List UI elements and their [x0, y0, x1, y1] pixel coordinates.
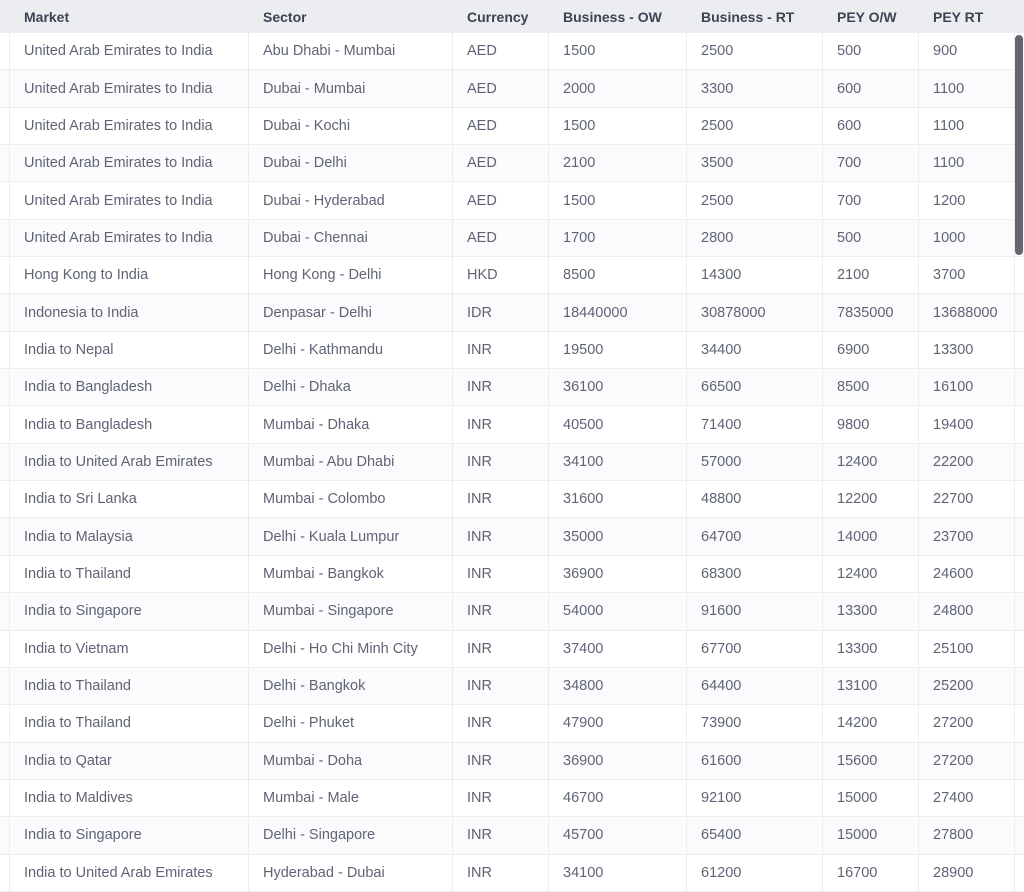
- cell-pey-ow: 12200: [822, 481, 918, 517]
- cell-pey-ow: 15000: [822, 780, 918, 816]
- cell-pey-ow: 13300: [822, 593, 918, 629]
- cell-pey-ow: 700: [822, 182, 918, 218]
- cell-sector: Delhi - Kuala Lumpur: [248, 518, 452, 554]
- column-header-business-rt: Business - RT: [701, 8, 795, 25]
- cell-currency: AED: [452, 33, 548, 69]
- cell-currency: INR: [452, 855, 548, 891]
- cell-business-rt: 61600: [686, 743, 822, 779]
- cell-pey-ow: 16700: [822, 855, 918, 891]
- cell-business-ow: 45700: [548, 817, 686, 853]
- cell-sector: Mumbai - Doha: [248, 743, 452, 779]
- cell-business-ow: 1700: [548, 220, 686, 256]
- cell-business-rt: 91600: [686, 593, 822, 629]
- cell-pey-ow: 14000: [822, 518, 918, 554]
- table-row: [0, 444, 1024, 481]
- column-header-sector: Sector: [263, 8, 307, 25]
- cell-currency: INR: [452, 332, 548, 368]
- table-row: [0, 668, 1024, 705]
- cell-market: India to Vietnam: [9, 631, 248, 667]
- cell-market: United Arab Emirates to India: [9, 182, 248, 218]
- cell-market: United Arab Emirates to India: [9, 145, 248, 181]
- cell-pey-ow: 2100: [822, 257, 918, 293]
- cell-business-rt: 73900: [686, 705, 822, 741]
- cell-sector: Delhi - Singapore: [248, 817, 452, 853]
- cell-business-rt: 64400: [686, 668, 822, 704]
- cell-currency: INR: [452, 817, 548, 853]
- table-row: [0, 817, 1024, 854]
- cell-currency: AED: [452, 108, 548, 144]
- table-row: [0, 743, 1024, 780]
- cell-pey-rt: 13688000: [918, 294, 1015, 330]
- cell-sector: Mumbai - Bangkok: [248, 556, 452, 592]
- cell-pey-ow: 14200: [822, 705, 918, 741]
- cell-business-rt: 2500: [686, 108, 822, 144]
- cell-currency: AED: [452, 220, 548, 256]
- cell-market: India to Singapore: [9, 593, 248, 629]
- cell-business-rt: 66500: [686, 369, 822, 405]
- table-row: [0, 257, 1024, 294]
- cell-market: United Arab Emirates to India: [9, 220, 248, 256]
- cell-business-ow: 1500: [548, 108, 686, 144]
- cell-market: India to Thailand: [9, 556, 248, 592]
- cell-business-rt: 57000: [686, 444, 822, 480]
- cell-pey-ow: 500: [822, 220, 918, 256]
- cell-business-ow: 8500: [548, 257, 686, 293]
- column-header-business-ow: Business - OW: [563, 8, 662, 25]
- cell-pey-rt: 19400: [918, 406, 1015, 442]
- cell-business-ow: 2000: [548, 70, 686, 106]
- cell-pey-rt: 27400: [918, 780, 1015, 816]
- cell-sector: Delhi - Dhaka: [248, 369, 452, 405]
- cell-sector: Mumbai - Abu Dhabi: [248, 444, 452, 480]
- cell-sector: Delhi - Kathmandu: [248, 332, 452, 368]
- table-row: [0, 518, 1024, 555]
- cell-currency: AED: [452, 182, 548, 218]
- table-row: [0, 406, 1024, 443]
- cell-pey-ow: 12400: [822, 556, 918, 592]
- cell-business-ow: 18440000: [548, 294, 686, 330]
- cell-market: India to Nepal: [9, 332, 248, 368]
- cell-pey-rt: 24600: [918, 556, 1015, 592]
- cell-sector: Dubai - Delhi: [248, 145, 452, 181]
- cell-pey-rt: 27200: [918, 743, 1015, 779]
- table-row: [0, 593, 1024, 630]
- cell-pey-ow: 13300: [822, 631, 918, 667]
- table-row: [0, 855, 1024, 892]
- cell-business-rt: 30878000: [686, 294, 822, 330]
- cell-business-ow: 35000: [548, 518, 686, 554]
- cell-pey-rt: 22700: [918, 481, 1015, 517]
- table-body: [0, 33, 1024, 892]
- table-row: [0, 182, 1024, 219]
- cell-pey-ow: 15000: [822, 817, 918, 853]
- table-row: [0, 780, 1024, 817]
- cell-sector: Dubai - Kochi: [248, 108, 452, 144]
- cell-business-rt: 2500: [686, 33, 822, 69]
- table-row: [0, 220, 1024, 257]
- cell-pey-ow: 12400: [822, 444, 918, 480]
- table-row: [0, 145, 1024, 182]
- cell-business-rt: 68300: [686, 556, 822, 592]
- cell-business-ow: 19500: [548, 332, 686, 368]
- cell-sector: Mumbai - Dhaka: [248, 406, 452, 442]
- cell-business-rt: 71400: [686, 406, 822, 442]
- table-row: [0, 631, 1024, 668]
- cell-currency: INR: [452, 556, 548, 592]
- cell-business-rt: 2800: [686, 220, 822, 256]
- cell-sector: Denpasar - Delhi: [248, 294, 452, 330]
- cell-currency: INR: [452, 705, 548, 741]
- cell-business-ow: 2100: [548, 145, 686, 181]
- cell-business-ow: 1500: [548, 33, 686, 69]
- cell-pey-ow: 7835000: [822, 294, 918, 330]
- cell-sector: Dubai - Hyderabad: [248, 182, 452, 218]
- cell-business-ow: 34100: [548, 855, 686, 891]
- table-row: [0, 705, 1024, 742]
- cell-business-ow: 1500: [548, 182, 686, 218]
- cell-business-ow: 36100: [548, 369, 686, 405]
- cell-market: India to Singapore: [9, 817, 248, 853]
- cell-market: India to Bangladesh: [9, 406, 248, 442]
- cell-business-rt: 2500: [686, 182, 822, 218]
- table-row: [0, 332, 1024, 369]
- cell-currency: INR: [452, 593, 548, 629]
- cell-pey-ow: 15600: [822, 743, 918, 779]
- cell-pey-rt: 13300: [918, 332, 1015, 368]
- cell-market: India to Sri Lanka: [9, 481, 248, 517]
- cell-market: United Arab Emirates to India: [9, 33, 248, 69]
- cell-market: United Arab Emirates to India: [9, 70, 248, 106]
- cell-pey-rt: 1100: [918, 145, 1015, 181]
- cell-currency: IDR: [452, 294, 548, 330]
- cell-currency: INR: [452, 481, 548, 517]
- cell-pey-rt: 1200: [918, 182, 1015, 218]
- cell-pey-rt: 25100: [918, 631, 1015, 667]
- cell-business-rt: 14300: [686, 257, 822, 293]
- cell-market: India to Thailand: [9, 705, 248, 741]
- cell-business-ow: 54000: [548, 593, 686, 629]
- table-row: [0, 369, 1024, 406]
- cell-pey-rt: 900: [918, 33, 1015, 69]
- cell-market: India to Malaysia: [9, 518, 248, 554]
- cell-pey-rt: 24800: [918, 593, 1015, 629]
- cell-currency: INR: [452, 406, 548, 442]
- cell-business-ow: 37400: [548, 631, 686, 667]
- cell-pey-rt: 28900: [918, 855, 1015, 891]
- cell-business-ow: 46700: [548, 780, 686, 816]
- cell-sector: Dubai - Mumbai: [248, 70, 452, 106]
- cell-pey-rt: 1100: [918, 70, 1015, 106]
- cell-sector: Mumbai - Male: [248, 780, 452, 816]
- table-row: [0, 481, 1024, 518]
- cell-pey-rt: 3700: [918, 257, 1015, 293]
- cell-market: United Arab Emirates to India: [9, 108, 248, 144]
- cell-business-rt: 34400: [686, 332, 822, 368]
- cell-business-rt: 3300: [686, 70, 822, 106]
- cell-business-rt: 61200: [686, 855, 822, 891]
- cell-sector: Delhi - Bangkok: [248, 668, 452, 704]
- cell-market: Hong Kong to India: [9, 257, 248, 293]
- cell-business-rt: 48800: [686, 481, 822, 517]
- cell-sector: Hyderabad - Dubai: [248, 855, 452, 891]
- cell-market: India to Qatar: [9, 743, 248, 779]
- cell-pey-ow: 700: [822, 145, 918, 181]
- cell-market: India to United Arab Emirates: [9, 855, 248, 891]
- vertical-scrollbar[interactable]: [1014, 33, 1024, 892]
- cell-sector: Hong Kong - Delhi: [248, 257, 452, 293]
- cell-pey-rt: 25200: [918, 668, 1015, 704]
- cell-currency: INR: [452, 668, 548, 704]
- cell-business-rt: 65400: [686, 817, 822, 853]
- cell-market: India to United Arab Emirates: [9, 444, 248, 480]
- cell-pey-rt: 1000: [918, 220, 1015, 256]
- cell-pey-ow: 600: [822, 108, 918, 144]
- cell-pey-ow: 8500: [822, 369, 918, 405]
- cell-market: India to Thailand: [9, 668, 248, 704]
- cell-business-rt: 64700: [686, 518, 822, 554]
- cell-pey-rt: 27800: [918, 817, 1015, 853]
- table-row: [0, 108, 1024, 145]
- column-header-pey-rt: PEY RT: [933, 8, 984, 25]
- scrollbar-thumb[interactable]: [1015, 35, 1023, 255]
- cell-pey-ow: 500: [822, 33, 918, 69]
- column-header-currency: Currency: [467, 8, 529, 25]
- cell-sector: Mumbai - Colombo: [248, 481, 452, 517]
- cell-business-ow: 36900: [548, 743, 686, 779]
- cell-pey-rt: 22200: [918, 444, 1015, 480]
- cell-currency: AED: [452, 145, 548, 181]
- table-header-row: [0, 0, 1024, 33]
- table-row: [0, 33, 1024, 70]
- cell-currency: INR: [452, 780, 548, 816]
- cell-market: India to Maldives: [9, 780, 248, 816]
- cell-pey-ow: 600: [822, 70, 918, 106]
- cell-business-ow: 34800: [548, 668, 686, 704]
- cell-sector: Mumbai - Singapore: [248, 593, 452, 629]
- cell-business-ow: 36900: [548, 556, 686, 592]
- cell-pey-rt: 16100: [918, 369, 1015, 405]
- cell-market: India to Bangladesh: [9, 369, 248, 405]
- cell-pey-ow: 13100: [822, 668, 918, 704]
- cell-sector: Abu Dhabi - Mumbai: [248, 33, 452, 69]
- cell-business-ow: 34100: [548, 444, 686, 480]
- cell-currency: INR: [452, 518, 548, 554]
- cell-currency: HKD: [452, 257, 548, 293]
- cell-pey-rt: 23700: [918, 518, 1015, 554]
- cell-currency: INR: [452, 631, 548, 667]
- cell-business-rt: 67700: [686, 631, 822, 667]
- cell-pey-rt: 1100: [918, 108, 1015, 144]
- cell-business-ow: 47900: [548, 705, 686, 741]
- cell-business-ow: 31600: [548, 481, 686, 517]
- cell-pey-ow: 9800: [822, 406, 918, 442]
- column-header-pey-ow: PEY O/W: [837, 8, 897, 25]
- cell-currency: AED: [452, 70, 548, 106]
- column-header-market: Market: [24, 8, 70, 25]
- cell-market: Indonesia to India: [9, 294, 248, 330]
- cell-business-ow: 40500: [548, 406, 686, 442]
- cell-sector: Dubai - Chennai: [248, 220, 452, 256]
- table-row: [0, 294, 1024, 331]
- cell-sector: Delhi - Ho Chi Minh City: [248, 631, 452, 667]
- cell-currency: INR: [452, 444, 548, 480]
- table-row: [0, 556, 1024, 593]
- cell-currency: INR: [452, 743, 548, 779]
- table-row: [0, 70, 1024, 107]
- cell-pey-rt: 27200: [918, 705, 1015, 741]
- cell-pey-ow: 6900: [822, 332, 918, 368]
- cell-business-rt: 3500: [686, 145, 822, 181]
- cell-business-rt: 92100: [686, 780, 822, 816]
- cell-sector: Delhi - Phuket: [248, 705, 452, 741]
- cell-currency: INR: [452, 369, 548, 405]
